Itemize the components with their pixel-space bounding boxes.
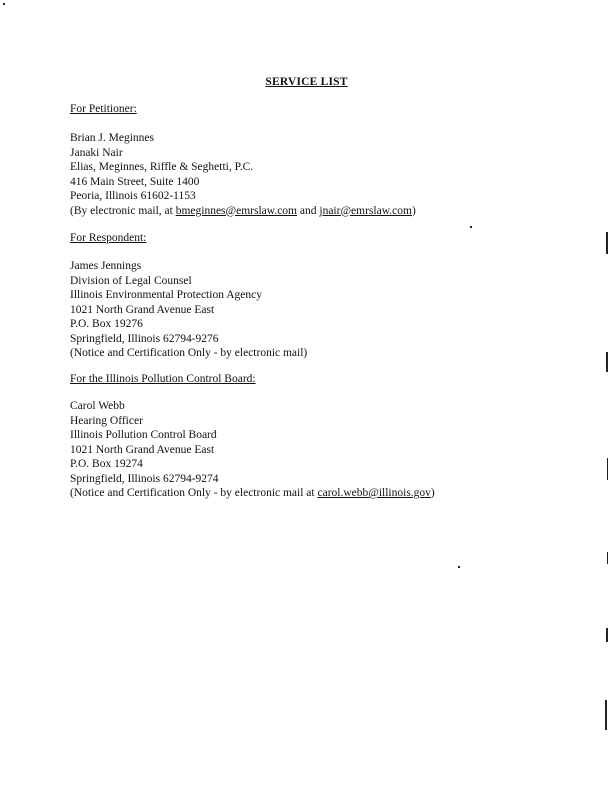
email-suffix: ) [411,204,416,217]
notice-suffix: ) [430,487,435,499]
address-line: P.O. Box 19274 [70,458,143,470]
scan-speck [458,566,460,568]
email-link-carol-webb[interactable]: carol.webb@illinois.gov [317,487,431,499]
scan-mark [607,552,608,564]
address-line: Hearing Officer [70,414,143,427]
scan-speck [470,226,472,228]
scan-mark [605,700,607,730]
address-line: P.O. Box 19276 [70,318,143,330]
address-line: James Jennings [70,260,142,272]
address-line: 1021 North Grand Avenue East [70,303,215,316]
scan-mark [607,458,608,480]
address-line: 1021 North Grand Avenue East [70,443,215,456]
notice-line: (Notice and Certification Only - by electronic mail) [70,347,308,359]
board-heading [70,373,256,385]
address-line: Carol Webb [70,400,125,412]
board-address [70,399,435,501]
page-title: SERVICE LIST [265,76,348,88]
address-line: Springfield, Illinois 62794-9274 [70,472,219,485]
petitioner-heading: For Petitioner: [70,103,137,115]
email-link-bmeginnes[interactable]: bmeginnes@emrslaw.com [175,204,298,217]
respondent-heading: For Respondent: [70,232,147,244]
scan-speck [3,3,5,5]
address-line: Brian J. Meginnes [70,132,155,144]
email-join: and [297,204,320,217]
address-line: Illinois Pollution Control Board [70,429,217,441]
address-line: 416 Main Street, Suite 1400 [70,175,200,188]
email-link-jnair[interactable]: jnair@emrslaw.com [319,204,412,217]
address-line: Division of Legal Counsel [70,274,192,287]
scan-mark [606,628,608,642]
board-heading-underlined: For the Illinois Pollution [70,373,184,385]
petitioner-address [70,131,416,218]
petitioner-email-line [70,204,416,219]
board-notice-line [70,486,435,501]
address-line: Elias, Meginnes, Riffle & Seghetti, P.C. [70,161,254,173]
board-heading-tail: Control Board: [183,373,256,385]
address-line: Peoria, Illinois 61602-1153 [70,190,196,202]
email-prefix: (By electronic mail, at [70,204,176,217]
address-line: Janaki Nair [70,146,123,159]
address-line: Springfield, Illinois 62794-9276 [70,332,219,345]
scan-mark [606,232,608,254]
notice-prefix: (Notice and Certification Only - by electronic mail at [70,487,318,499]
scan-mark [606,352,608,372]
respondent-address [70,259,307,361]
address-line: Illinois Environmental Protection Agency [70,289,262,301]
